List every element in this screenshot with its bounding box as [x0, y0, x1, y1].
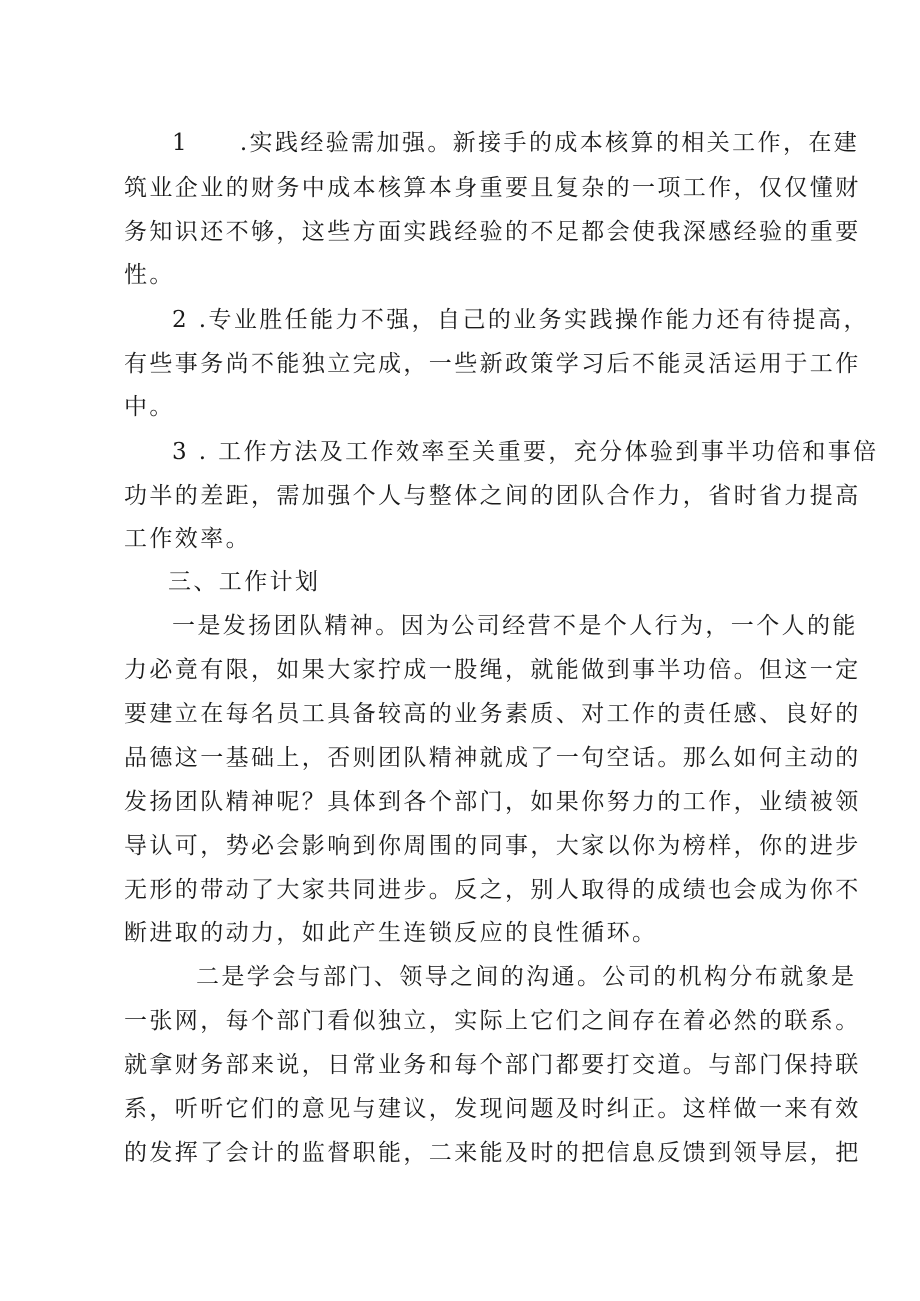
text-line: 要建立在每名员工具备较高的业务素质、对工作的责任感、良好的 [124, 701, 861, 727]
text-line: 一是发扬团队精神。因为公司经营不是个人行为，一个人的能 [172, 613, 858, 639]
text-line: 断进取的动力，如此产生连锁反应的良性循环。 [124, 920, 658, 946]
text-line: 筑业企业的财务中成本核算本身重要且复杂的一项工作，仅仅懂财 [124, 175, 861, 201]
text-line: 发扬团队精神呢？具体到各个部门，如果你努力的工作，业绩被领 [124, 789, 861, 815]
text-line: 二是学会与部门、领导之间的沟通。公司的机构分布就象是 [196, 964, 857, 990]
text-line: 系，听听它们的意见与建议，发现问题及时纠正。这样做一来有效 [124, 1096, 861, 1122]
text-line: 无形的带动了大家共同进步。反之，别人取得的成绩也会成为你不 [124, 877, 861, 903]
text-line: 1 .实践经验需加强。新接手的成本核算的相关工作，在建 [172, 130, 860, 156]
text-line: 2 .专业胜任能力不强，自己的业务实践操作能力还有待提高， [172, 307, 869, 333]
text-line: 品德这一基础上，否则团队精神就成了一句空话。那么如何主动的 [124, 745, 861, 771]
text-line: 导认可，势必会影响到你周围的同事，大家以你为榜样，你的进步 [124, 833, 861, 859]
text-line: 一张网，每个部门看似独立，实际上它们之间存在着必然的联系。 [124, 1008, 861, 1034]
text-line: 就拿财务部来说，日常业务和每个部门都要打交道。与部门保持联 [124, 1052, 861, 1078]
text-line: 的发挥了会计的监督职能，二来能及时的把信息反馈到领导层，把 [124, 1140, 861, 1166]
text-line: 工作效率。 [124, 526, 251, 552]
text-line: 性。 [124, 262, 175, 288]
text-line: 务知识还不够，这些方面实践经验的不足都会使我深感经验的重要 [124, 219, 861, 245]
text-line: 有些事务尚不能独立完成，一些新政策学习后不能灵活运用于工作 [124, 351, 861, 377]
text-line: 中。 [124, 394, 175, 420]
text-line: 功半的差距，需加强个人与整体之间的团队合作力，省时省力提高 [124, 483, 861, 509]
text-line: 3 . 工作方法及工作效率至关重要，充分体验到事半功倍和事倍 [172, 439, 879, 465]
text-line: 力必竟有限，如果大家拧成一股绳，就能做到事半功倍。但这一定 [124, 657, 861, 683]
section-heading: 三、工作计划 [168, 569, 321, 595]
